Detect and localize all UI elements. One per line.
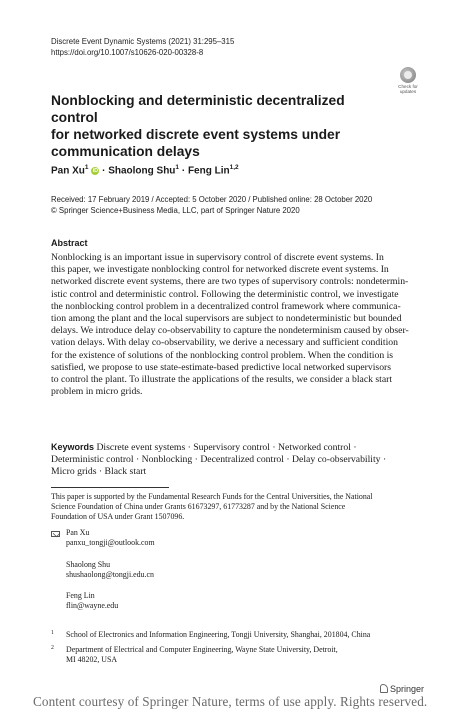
affiliation-text — [66, 645, 416, 665]
author-affiliation-ref: 1,2 — [229, 164, 239, 171]
contact-email[interactable]: panxu_tongji@outlook.com — [66, 538, 155, 548]
abstract-line: Nonblocking is an important issue in supervisory control of discrete event systems. In — [51, 252, 384, 263]
author-separator: · — [99, 165, 109, 177]
contact-entry — [66, 528, 155, 548]
footnote-divider — [51, 487, 169, 488]
publisher-name: Springer — [390, 684, 425, 694]
journal-citation — [51, 37, 234, 58]
abstract-line: problem in micro grids. — [51, 386, 143, 398]
abstract-line: satisfied, we propose to use state-estimate-based predictive local networked supervisors — [51, 361, 392, 373]
abstract-line: the nonblocking control problem in a decentralized control framework where communica- — [51, 300, 401, 312]
contact-email[interactable]: flin@wayne.edu — [66, 601, 119, 611]
doi-link[interactable]: https://doi.org/10.1007/s10626-020-00328-8 — [51, 47, 204, 57]
keywords-label: Keywords — [51, 442, 95, 452]
copyright-line: © Springer Science+Business Media, LLC, part of Springer Nature 2020 — [51, 205, 300, 215]
author-separator: · — [179, 165, 188, 177]
abstract-line: networked discrete event systems, there are two types of supervisory controls: nondetermin- — [51, 276, 409, 288]
contact-name: Shaolong Shu — [66, 560, 111, 569]
affiliation-number: 2 — [51, 645, 54, 651]
affiliation-line: School of Electronics and Information Engineering, Tongji University, Shanghai, 201804, China — [66, 630, 371, 639]
abstract-heading: Abstract — [51, 238, 88, 248]
funding-note — [51, 492, 425, 523]
affiliation-number: 1 — [51, 630, 54, 636]
title-line-2: for networked discrete event systems under — [51, 127, 341, 142]
contact-entry — [66, 591, 118, 611]
check-for-updates-icon[interactable] — [393, 67, 423, 99]
orcid-icon[interactable]: iD — [92, 168, 99, 175]
badge-circle — [400, 67, 416, 83]
journal-line: Discrete Event Dynamic Systems (2021) 31:295–315 — [51, 37, 235, 46]
affiliation-line: MI 48202, USA — [66, 655, 118, 665]
contact-entry — [66, 560, 154, 580]
contact-email[interactable]: shushaolong@tongji.edu.cn — [66, 570, 154, 580]
title-line-1: Nonblocking and deterministic decentralized control — [51, 93, 345, 125]
badge-line-1: Check for — [398, 84, 418, 89]
author-affiliation-ref: 1 — [84, 164, 89, 171]
abstract-body — [51, 252, 425, 398]
keywords-line: Micro grids · Black start — [51, 466, 147, 478]
publisher-logo — [380, 684, 424, 694]
dates-line: Received: 17 February 2019 / Accepted: 5 October 2020 / Published online: 28 October 2020 — [51, 195, 373, 204]
affiliation-line: Department of Electrical and Computer Engineering, Wayne State University, Detroit, — [66, 645, 338, 654]
abstract-line: istic control and deterministic control. Following the deterministic control, we investigate — [51, 288, 399, 300]
keywords — [51, 441, 425, 479]
keywords-line: Discrete event systems · Supervisory control · Networked control · — [96, 442, 357, 453]
springer-horse-icon — [380, 684, 388, 693]
author-name[interactable]: Shaolong Shu — [108, 165, 176, 177]
title-line-3: communication delays — [51, 144, 200, 159]
publication-dates — [51, 195, 372, 216]
badge-label — [393, 84, 423, 94]
abstract-line: vation delays. With delay co-observability, we derive a necessary and sufficient condition — [51, 337, 398, 349]
author-name[interactable]: Pan Xu — [51, 165, 85, 177]
contact-name: Pan Xu — [66, 528, 90, 537]
envelope-icon — [51, 531, 60, 537]
author-list — [51, 164, 239, 176]
courtesy-notice[interactable]: Content courtesy of Springer Nature, terms of use apply. Rights reserved. — [33, 694, 428, 709]
author-affiliation-ref: 1 — [175, 164, 180, 171]
funding-line: Foundation of USA under Grant 1507096. — [51, 512, 185, 522]
author-name[interactable]: Feng Lin — [187, 165, 230, 177]
abstract-line: this paper, we investigate nonblocking control for networked discrete event systems. In — [51, 264, 389, 276]
contact-name: Feng Lin — [66, 591, 95, 600]
funding-line: Science Foundation of China under Grants 61673297, 61773287 and by the National Science — [51, 502, 346, 512]
keywords-line: Deterministic control · Nonblocking · Decentralized control · Delay co-observability · — [51, 454, 387, 466]
abstract-line: to control the plant. To illustrate the applications of the results, we consider a black start — [51, 374, 393, 386]
abstract-line: tion among the plant and the local supervisors are subject to nondeterministic but bounded — [51, 313, 402, 325]
funding-line: This paper is supported by the Fundamental Research Funds for the Central Universities, the National — [51, 492, 373, 501]
abstract-line: for the existence of solutions of the nonblocking control problem. When the condition is — [51, 349, 394, 361]
badge-line-2: updates — [399, 89, 417, 95]
affiliation-text — [66, 630, 416, 640]
paper-title — [51, 92, 386, 160]
abstract-line: delays. We introduce delay co-observability to capture the nondeterminism caused by obser- — [51, 325, 409, 337]
